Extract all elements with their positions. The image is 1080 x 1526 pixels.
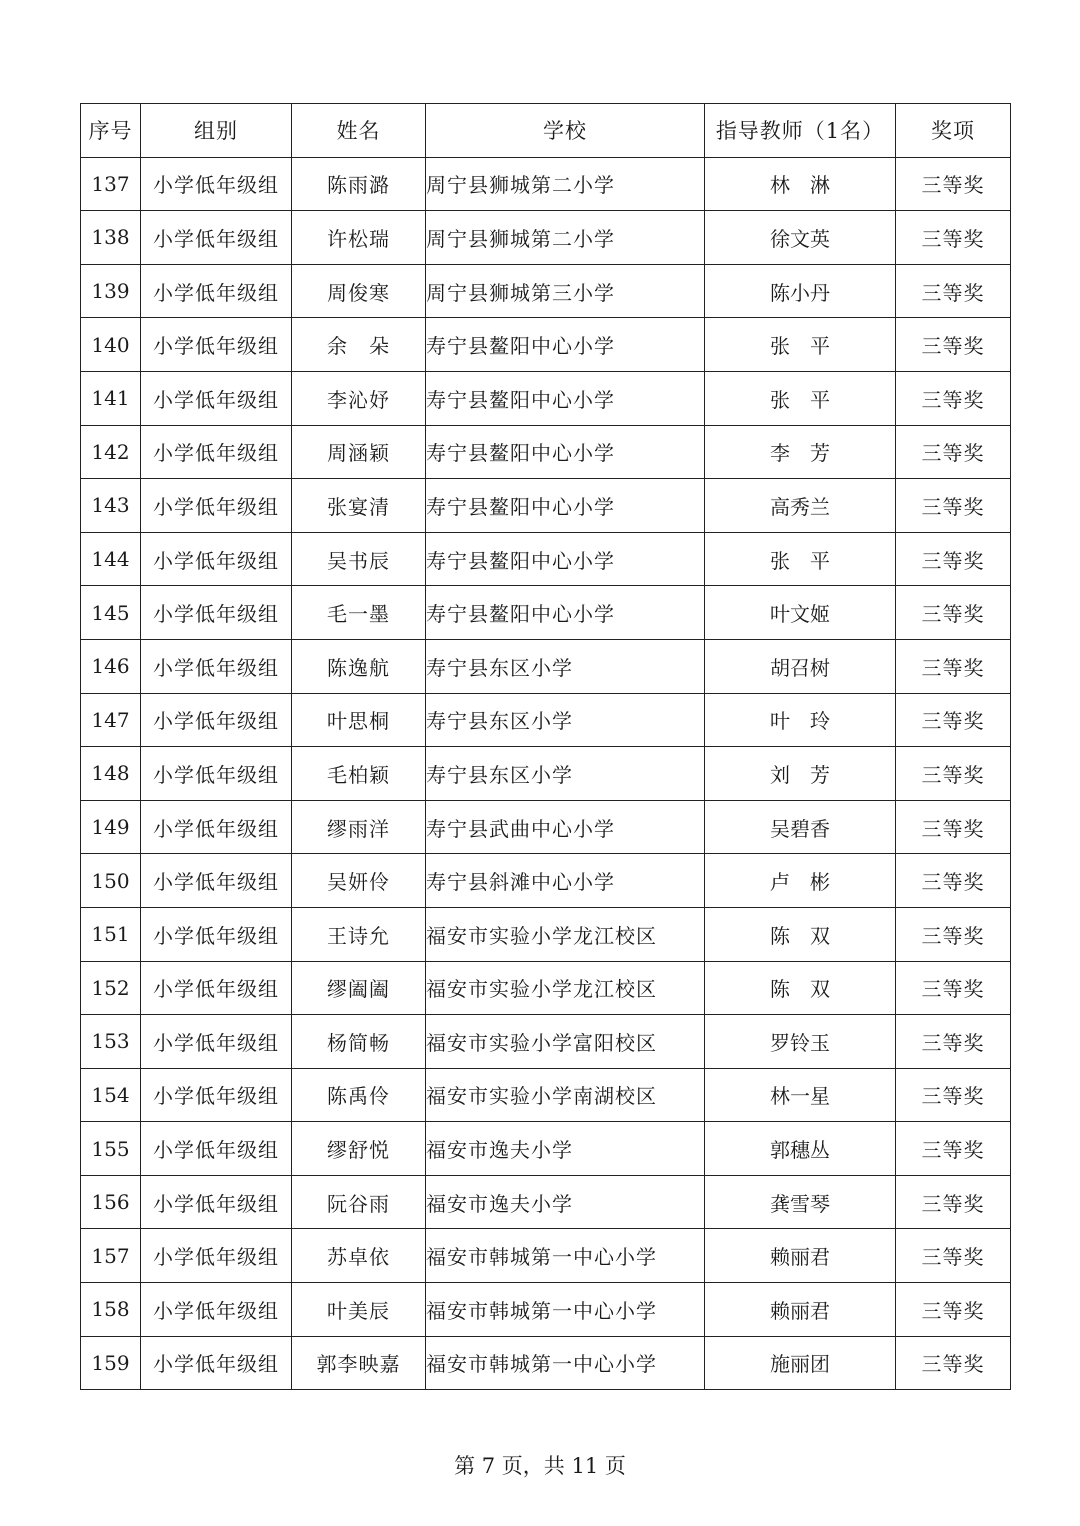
cell-award: 三等奖	[896, 1283, 1011, 1337]
cell-teacher: 陈 双	[705, 961, 896, 1015]
cell-school: 寿宁县鳌阳中心小学	[426, 371, 705, 425]
cell-no: 137	[81, 157, 141, 211]
cell-teacher: 赖丽君	[705, 1283, 896, 1337]
header-cell-school: 学校	[426, 104, 705, 158]
table-row	[81, 157, 1011, 211]
table-body	[81, 157, 1011, 1390]
header-cell-group: 组别	[141, 104, 292, 158]
cell-student-name: 缪舒悦	[292, 1122, 426, 1176]
cell-teacher: 陈小丹	[705, 264, 896, 318]
cell-teacher: 陈 双	[705, 907, 896, 961]
cell-award: 三等奖	[896, 961, 1011, 1015]
cell-no: 146	[81, 639, 141, 693]
table-row	[81, 211, 1011, 265]
cell-school: 福安市逸夫小学	[426, 1175, 705, 1229]
cell-student-name: 吴书辰	[292, 532, 426, 586]
table-row	[81, 1336, 1011, 1390]
header-cell-award: 奖项	[896, 104, 1011, 158]
cell-school: 福安市实验小学富阳校区	[426, 1015, 705, 1069]
cell-group: 小学低年级组	[141, 961, 292, 1015]
table-row	[81, 264, 1011, 318]
table-row	[81, 586, 1011, 640]
table-row	[81, 479, 1011, 533]
cell-no: 140	[81, 318, 141, 372]
cell-teacher: 施丽团	[705, 1336, 896, 1390]
cell-group: 小学低年级组	[141, 479, 292, 533]
cell-teacher: 叶文姬	[705, 586, 896, 640]
table-row	[81, 747, 1011, 801]
cell-award: 三等奖	[896, 639, 1011, 693]
cell-award: 三等奖	[896, 371, 1011, 425]
cell-no: 138	[81, 211, 141, 265]
cell-award: 三等奖	[896, 1175, 1011, 1229]
cell-teacher: 李 芳	[705, 425, 896, 479]
cell-student-name: 李沁妤	[292, 371, 426, 425]
cell-group: 小学低年级组	[141, 371, 292, 425]
cell-group: 小学低年级组	[141, 211, 292, 265]
table-row	[81, 800, 1011, 854]
cell-award: 三等奖	[896, 479, 1011, 533]
cell-group: 小学低年级组	[141, 1122, 292, 1176]
table-row	[81, 1175, 1011, 1229]
cell-teacher: 徐文英	[705, 211, 896, 265]
cell-no: 153	[81, 1015, 141, 1069]
cell-student-name: 许松瑞	[292, 211, 426, 265]
cell-no: 150	[81, 854, 141, 908]
table-row	[81, 907, 1011, 961]
cell-student-name: 毛柏颖	[292, 747, 426, 801]
cell-teacher: 叶 玲	[705, 693, 896, 747]
cell-student-name: 陈禹伶	[292, 1068, 426, 1122]
cell-teacher: 刘 芳	[705, 747, 896, 801]
header-cell-no: 序号	[81, 104, 141, 158]
cell-teacher: 吴碧香	[705, 800, 896, 854]
cell-school: 寿宁县鳌阳中心小学	[426, 425, 705, 479]
cell-no: 145	[81, 586, 141, 640]
cell-school: 周宁县狮城第三小学	[426, 264, 705, 318]
cell-group: 小学低年级组	[141, 157, 292, 211]
cell-teacher: 罗铃玉	[705, 1015, 896, 1069]
cell-award: 三等奖	[896, 318, 1011, 372]
cell-no: 148	[81, 747, 141, 801]
header-cell-name: 姓名	[292, 104, 426, 158]
cell-school: 寿宁县东区小学	[426, 747, 705, 801]
cell-no: 142	[81, 425, 141, 479]
cell-student-name: 缪雨洋	[292, 800, 426, 854]
cell-award: 三等奖	[896, 1229, 1011, 1283]
cell-student-name: 陈雨潞	[292, 157, 426, 211]
cell-no: 141	[81, 371, 141, 425]
cell-student-name: 周俊寒	[292, 264, 426, 318]
cell-student-name: 缪阖阖	[292, 961, 426, 1015]
cell-no: 158	[81, 1283, 141, 1337]
table-row	[81, 1068, 1011, 1122]
cell-student-name: 苏卓依	[292, 1229, 426, 1283]
cell-award: 三等奖	[896, 747, 1011, 801]
cell-student-name: 叶思桐	[292, 693, 426, 747]
cell-no: 152	[81, 961, 141, 1015]
cell-group: 小学低年级组	[141, 907, 292, 961]
cell-group: 小学低年级组	[141, 854, 292, 908]
cell-award: 三等奖	[896, 1068, 1011, 1122]
cell-teacher: 高秀兰	[705, 479, 896, 533]
cell-student-name: 吴妍伶	[292, 854, 426, 908]
cell-group: 小学低年级组	[141, 639, 292, 693]
cell-school: 福安市逸夫小学	[426, 1122, 705, 1176]
cell-award: 三等奖	[896, 264, 1011, 318]
table-row	[81, 854, 1011, 908]
table-row	[81, 532, 1011, 586]
cell-group: 小学低年级组	[141, 1015, 292, 1069]
cell-student-name: 张宴清	[292, 479, 426, 533]
cell-school: 福安市实验小学龙江校区	[426, 961, 705, 1015]
cell-school: 寿宁县东区小学	[426, 693, 705, 747]
cell-school: 福安市韩城第一中心小学	[426, 1283, 705, 1337]
cell-no: 156	[81, 1175, 141, 1229]
cell-school: 周宁县狮城第二小学	[426, 157, 705, 211]
cell-school: 寿宁县鳌阳中心小学	[426, 479, 705, 533]
cell-award: 三等奖	[896, 211, 1011, 265]
cell-no: 157	[81, 1229, 141, 1283]
table-row	[81, 693, 1011, 747]
cell-school: 福安市韩城第一中心小学	[426, 1336, 705, 1390]
cell-teacher: 赖丽君	[705, 1229, 896, 1283]
cell-no: 139	[81, 264, 141, 318]
cell-no: 155	[81, 1122, 141, 1176]
cell-no: 144	[81, 532, 141, 586]
cell-no: 151	[81, 907, 141, 961]
cell-group: 小学低年级组	[141, 1336, 292, 1390]
cell-teacher: 张 平	[705, 371, 896, 425]
cell-group: 小学低年级组	[141, 425, 292, 479]
cell-school: 寿宁县东区小学	[426, 639, 705, 693]
table-row	[81, 961, 1011, 1015]
cell-school: 寿宁县鳌阳中心小学	[426, 586, 705, 640]
table-row	[81, 425, 1011, 479]
cell-no: 159	[81, 1336, 141, 1390]
cell-student-name: 杨简畅	[292, 1015, 426, 1069]
cell-award: 三等奖	[896, 1122, 1011, 1176]
table-row	[81, 1229, 1011, 1283]
cell-group: 小学低年级组	[141, 318, 292, 372]
cell-award: 三等奖	[896, 693, 1011, 747]
cell-group: 小学低年级组	[141, 1283, 292, 1337]
cell-group: 小学低年级组	[141, 1175, 292, 1229]
cell-student-name: 王诗允	[292, 907, 426, 961]
cell-award: 三等奖	[896, 532, 1011, 586]
cell-group: 小学低年级组	[141, 693, 292, 747]
cell-no: 154	[81, 1068, 141, 1122]
cell-award: 三等奖	[896, 854, 1011, 908]
awards-table	[80, 103, 1011, 1390]
cell-student-name: 陈逸航	[292, 639, 426, 693]
table-row	[81, 318, 1011, 372]
cell-no: 147	[81, 693, 141, 747]
cell-group: 小学低年级组	[141, 532, 292, 586]
cell-student-name: 余 朵	[292, 318, 426, 372]
cell-group: 小学低年级组	[141, 264, 292, 318]
header-cell-teacher: 指导教师（1名）	[705, 104, 896, 158]
cell-student-name: 叶美辰	[292, 1283, 426, 1337]
cell-group: 小学低年级组	[141, 1068, 292, 1122]
cell-award: 三等奖	[896, 800, 1011, 854]
cell-award: 三等奖	[896, 586, 1011, 640]
cell-no: 143	[81, 479, 141, 533]
cell-teacher: 林 淋	[705, 157, 896, 211]
cell-school: 寿宁县鳌阳中心小学	[426, 532, 705, 586]
cell-award: 三等奖	[896, 907, 1011, 961]
cell-student-name: 阮谷雨	[292, 1175, 426, 1229]
table-row	[81, 1122, 1011, 1176]
cell-school: 寿宁县鳌阳中心小学	[426, 318, 705, 372]
cell-teacher: 张 平	[705, 532, 896, 586]
cell-group: 小学低年级组	[141, 800, 292, 854]
cell-school: 周宁县狮城第二小学	[426, 211, 705, 265]
cell-award: 三等奖	[896, 425, 1011, 479]
cell-teacher: 胡召树	[705, 639, 896, 693]
cell-school: 福安市实验小学龙江校区	[426, 907, 705, 961]
page-footer: 第 7 页，共 11 页	[454, 1454, 626, 1478]
table-row	[81, 371, 1011, 425]
cell-award: 三等奖	[896, 157, 1011, 211]
cell-award: 三等奖	[896, 1015, 1011, 1069]
cell-student-name: 毛一墨	[292, 586, 426, 640]
cell-student-name: 郭李映嘉	[292, 1336, 426, 1390]
cell-school: 福安市实验小学南湖校区	[426, 1068, 705, 1122]
cell-school: 寿宁县武曲中心小学	[426, 800, 705, 854]
cell-teacher: 林一星	[705, 1068, 896, 1122]
cell-award: 三等奖	[896, 1336, 1011, 1390]
cell-school: 寿宁县斜滩中心小学	[426, 854, 705, 908]
table-row	[81, 1015, 1011, 1069]
cell-no: 149	[81, 800, 141, 854]
cell-group: 小学低年级组	[141, 586, 292, 640]
header-row	[81, 104, 1011, 158]
cell-group: 小学低年级组	[141, 1229, 292, 1283]
cell-teacher: 郭穗丛	[705, 1122, 896, 1176]
cell-group: 小学低年级组	[141, 747, 292, 801]
cell-student-name: 周涵颖	[292, 425, 426, 479]
table-row	[81, 639, 1011, 693]
cell-teacher: 张 平	[705, 318, 896, 372]
table-row	[81, 1283, 1011, 1337]
cell-teacher: 卢 彬	[705, 854, 896, 908]
cell-school: 福安市韩城第一中心小学	[426, 1229, 705, 1283]
cell-teacher: 龚雪琴	[705, 1175, 896, 1229]
